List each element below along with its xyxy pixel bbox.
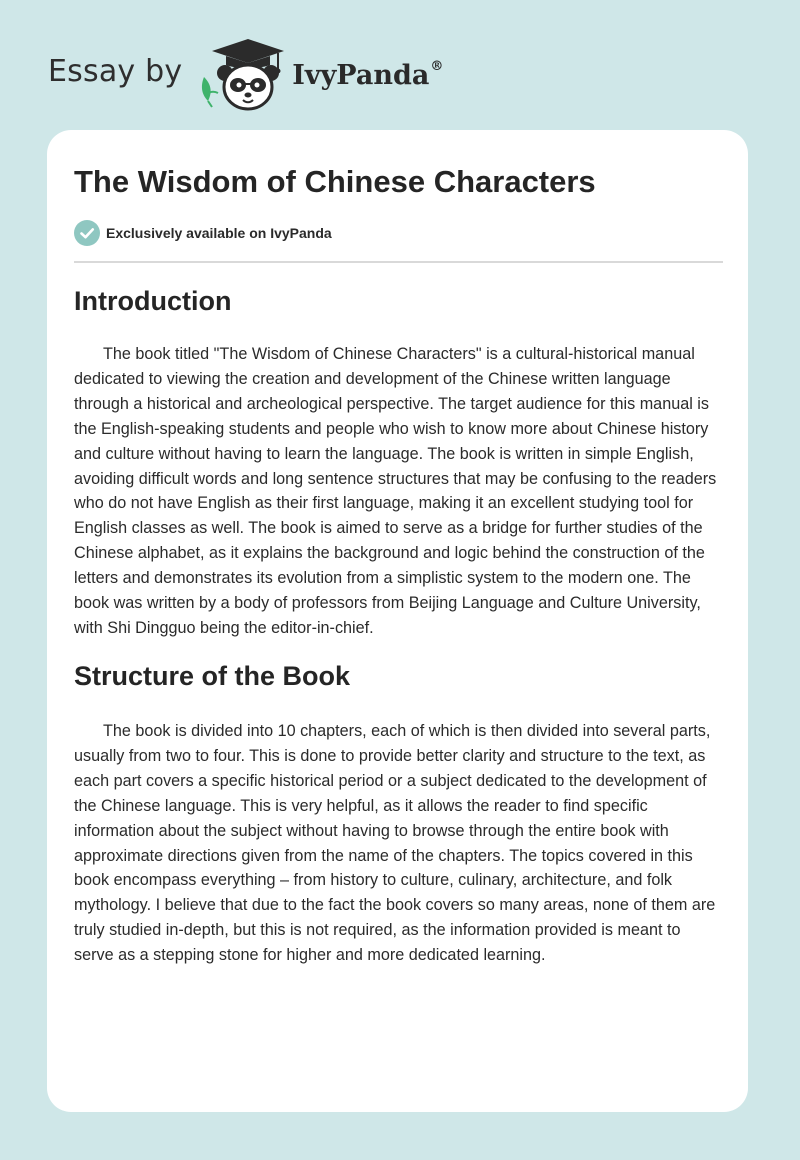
title-divider [74, 261, 723, 263]
exclusive-label: Exclusively available on IvyPanda [106, 225, 332, 241]
check-circle-icon [74, 220, 100, 246]
essay-by-label: Essay by [48, 53, 183, 89]
panda-graduate-logo-icon[interactable] [196, 35, 288, 113]
essay-card [47, 130, 748, 1112]
brand-name [292, 59, 443, 91]
section-paragraph-introduction: The book titled "The Wisdom of Chinese Characters" is a cultural-historical manual dedicated to viewing the creation and development of the Chinese written language through a historical and archeological perspective. The target audience for this manual is the English-speaking students and people who wish to know more about Chinese history and culture without having to learn the language. The book is written in simple English, avoiding difficult words and long sentence structures that may be confusing to the readers who do not have English as their first language, making it an excellent studying tool for English classes as well. The book is aimed to serve as a bridge for further studies of the Chinese alphabet, as it explains the background and logic behind the construction of the letters and demonstrates its evolution from a simplistic system to the modern one. The book was written by a body of professors from Beijing Language and Culture University, with Shi Dingguo being the editor-in-chief. [74, 345, 717, 637]
exclusive-badge [74, 220, 332, 246]
site-header [48, 34, 443, 114]
section-heading-structure: Structure of the Book [74, 661, 351, 691]
essay-title: The Wisdom of Chinese Characters [74, 164, 596, 199]
registered-mark: ® [430, 59, 444, 74]
section-heading-introduction: Introduction [74, 286, 232, 316]
brand-text: IvyPanda [292, 60, 430, 91]
section-paragraph-structure: The book is divided into 10 chapters, each of which is then divided into several parts, usually from two to four. This is done to provide better clarity and structure to the text, as each part covers a specific historical period or a subject dedicated to the development of the Chinese language. This is very helpful, as it allows the reader to find specific information about the subject without having to browse through the entire book with approximate directions given from the name of the chapters. The topics covered in this book encompass everything – from history to culture, culinary, architecture, and folk mythology. I believe that due to the fact the book covers so many areas, none of them are truly studied in-depth, but this is not required, as the information provided is meant to serve as a stepping stone for higher and more dedicated learning. [74, 722, 716, 965]
